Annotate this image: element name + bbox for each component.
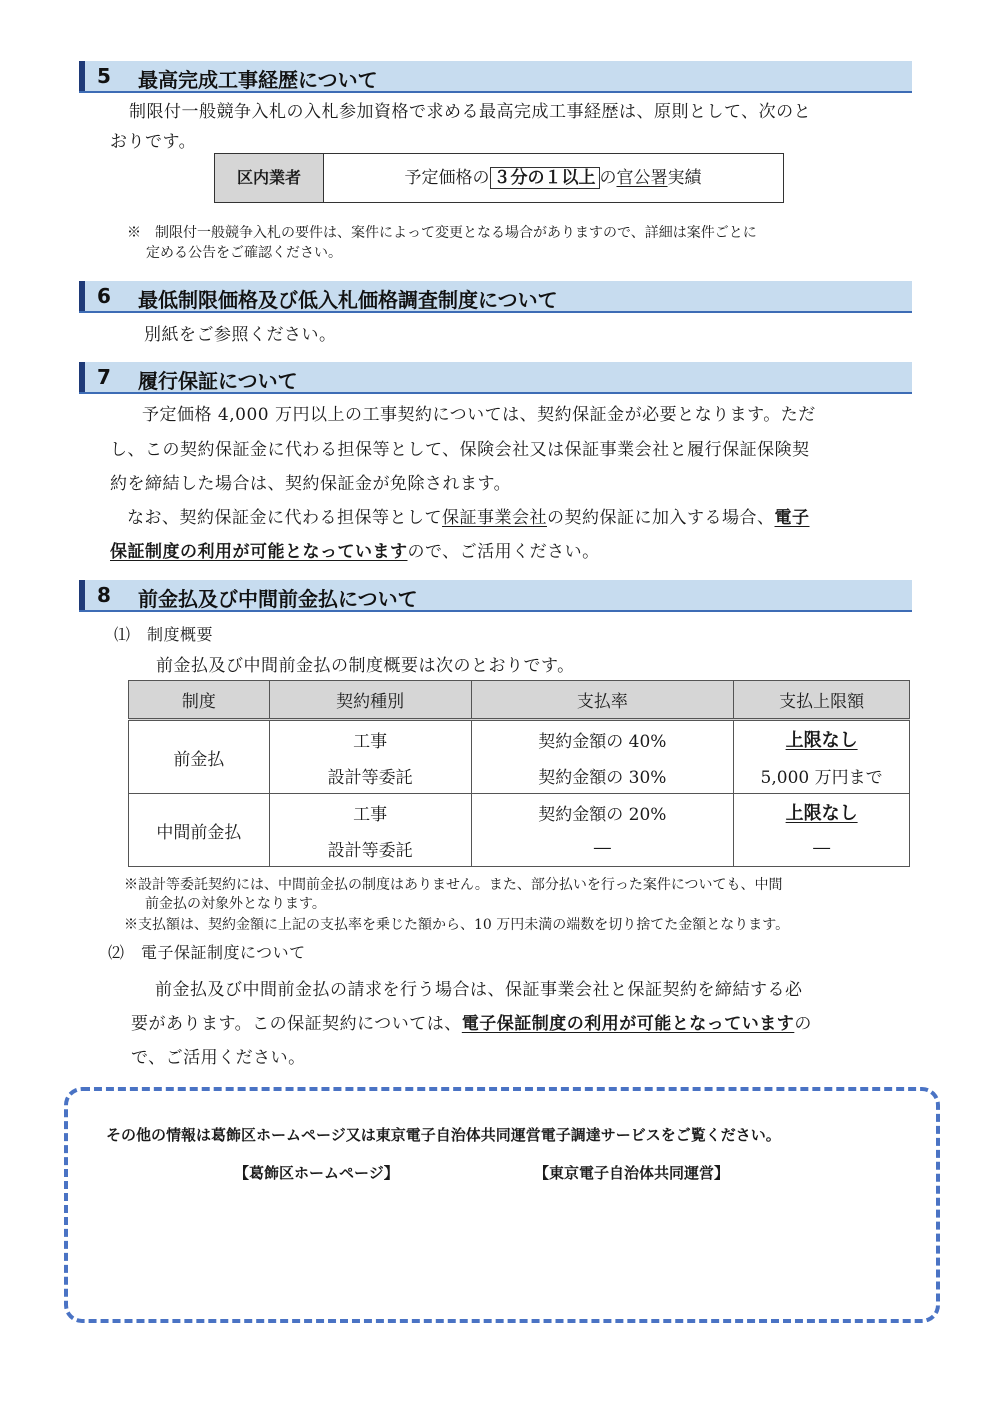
section-5-heading bbox=[79, 61, 912, 91]
table-cell: 上限なし bbox=[734, 720, 910, 758]
system-cell: 前金払 bbox=[129, 720, 270, 794]
paragraph: し、この契約保証金に代わる担保等として、保険会社又は保証事業会社と履行保証保険契 bbox=[110, 440, 810, 460]
paragraph: で、ご活用ください。 bbox=[131, 1048, 306, 1068]
bold-underlined-text: 電子 bbox=[774, 508, 810, 528]
header-cell: 支払上限額 bbox=[734, 681, 910, 720]
paragraph: 制限付一般競争入札の入札参加資格で求める最高完成工事経歴は、原則として、次のと bbox=[129, 102, 812, 122]
paragraph: 前金払及び中間前金払の請求を行う場合は、保証事業会社と保証契約を締結する必 bbox=[155, 980, 803, 1000]
subheading: ⑴ 制度概要 bbox=[114, 625, 214, 644]
paragraph: なお、契約保証金に代わる担保等として保証事業会社の契約保証に加入する場合、電子 bbox=[127, 508, 810, 528]
header-cell: 契約種別 bbox=[269, 681, 471, 720]
info-text: その他の情報は葛飾区ホームページ又は東京電子自治体共同運営電子調達サービスをご覧ください。 bbox=[106, 1126, 781, 1144]
note: ※支払額は、契約金額に上記の支払率を乗じた額から、10 万円未満の端数を切り捨てた金額となります。 bbox=[124, 917, 790, 933]
table-cell: 設計等委託 bbox=[269, 830, 471, 867]
section-8-heading bbox=[79, 580, 912, 610]
note: 定める公告をご確認ください。 bbox=[146, 245, 342, 261]
note: ※ 制限付一般競争入札の要件は、案件によって変更となる場合がありますので、詳細は案件ごとに bbox=[127, 225, 757, 241]
bold-underlined-text: 保証制度の利用が可能となっています bbox=[110, 542, 408, 562]
bold-underlined-text: 電子保証制度の利用が可能となっています bbox=[461, 1014, 795, 1034]
section-title: 最高完成工事経歴について bbox=[138, 68, 378, 92]
section-title: 前金払及び中間前金払について bbox=[138, 587, 418, 611]
info-box bbox=[64, 1087, 940, 1323]
table-cell: 契約金額の 30% bbox=[471, 757, 734, 794]
subheading: ⑵ 電子保証制度について bbox=[108, 943, 306, 962]
section-number: 8 bbox=[97, 583, 111, 607]
table-label: 区内業者 bbox=[215, 154, 324, 202]
table-cell: 5,000 万円まで bbox=[734, 757, 910, 794]
paragraph: 約を締結した場合は、契約保証金が免除されます。 bbox=[110, 474, 512, 494]
table-cell: 契約金額の 40% bbox=[471, 720, 734, 758]
section-7-heading bbox=[79, 362, 912, 392]
qualification-table bbox=[214, 153, 784, 203]
table-cell: 設計等委託 bbox=[269, 757, 471, 794]
note: ※設計等委託契約には、中間前金払の制度はありません。また、部分払いを行った案件についても、中間 bbox=[124, 877, 783, 893]
section-number: 7 bbox=[97, 365, 111, 389]
section-title: 履行保証について bbox=[138, 369, 298, 393]
paragraph: 別紙をご参照ください。 bbox=[144, 325, 337, 345]
system-cell: 中間前金払 bbox=[129, 794, 270, 867]
underlined-text: 保証事業会社 bbox=[442, 508, 547, 528]
table-cell: ― bbox=[471, 830, 734, 867]
paragraph: 要があります。この保証契約については、電子保証制度の利用が可能となっていますの bbox=[131, 1014, 812, 1034]
paragraph: おりです。 bbox=[110, 132, 197, 152]
paragraph: 前金払及び中間前金払の制度概要は次のとおりです。 bbox=[156, 656, 575, 676]
table-cell: 上限なし bbox=[734, 794, 910, 831]
header-cell: 制度 bbox=[129, 681, 270, 720]
note: 前金払の対象外となります。 bbox=[145, 896, 326, 912]
section-6-heading bbox=[79, 281, 912, 311]
table-value: 予定価格の ３分の１以上 の官公署実績 bbox=[404, 168, 702, 188]
paragraph: 保証制度の利用が可能となっていますので、ご活用ください。 bbox=[110, 542, 600, 562]
link-katsushika-homepage[interactable]: 【葛飾区ホームページ】 bbox=[234, 1164, 399, 1182]
link-tokyo-e-procurement[interactable]: 【東京電子自治体共同運営】 bbox=[534, 1164, 730, 1182]
table-cell: ― bbox=[734, 830, 910, 867]
section-number: 5 bbox=[97, 64, 111, 88]
table-row bbox=[129, 720, 910, 758]
table-row bbox=[129, 794, 910, 831]
table-header-row bbox=[129, 681, 910, 720]
paragraph: 予定価格 4,000 万円以上の工事契約については、契約保証金が必要となります。ただ bbox=[142, 405, 816, 425]
payment-table bbox=[128, 680, 910, 867]
section-title: 最低制限価格及び低入札価格調査制度について bbox=[138, 288, 558, 312]
table-cell: 工事 bbox=[269, 794, 471, 831]
section-number: 6 bbox=[97, 284, 111, 308]
header-cell: 支払率 bbox=[471, 681, 734, 720]
highlight-box: ３分の１以上 bbox=[490, 167, 600, 189]
table-cell: 工事 bbox=[269, 720, 471, 758]
table-cell: 契約金額の 20% bbox=[471, 794, 734, 831]
